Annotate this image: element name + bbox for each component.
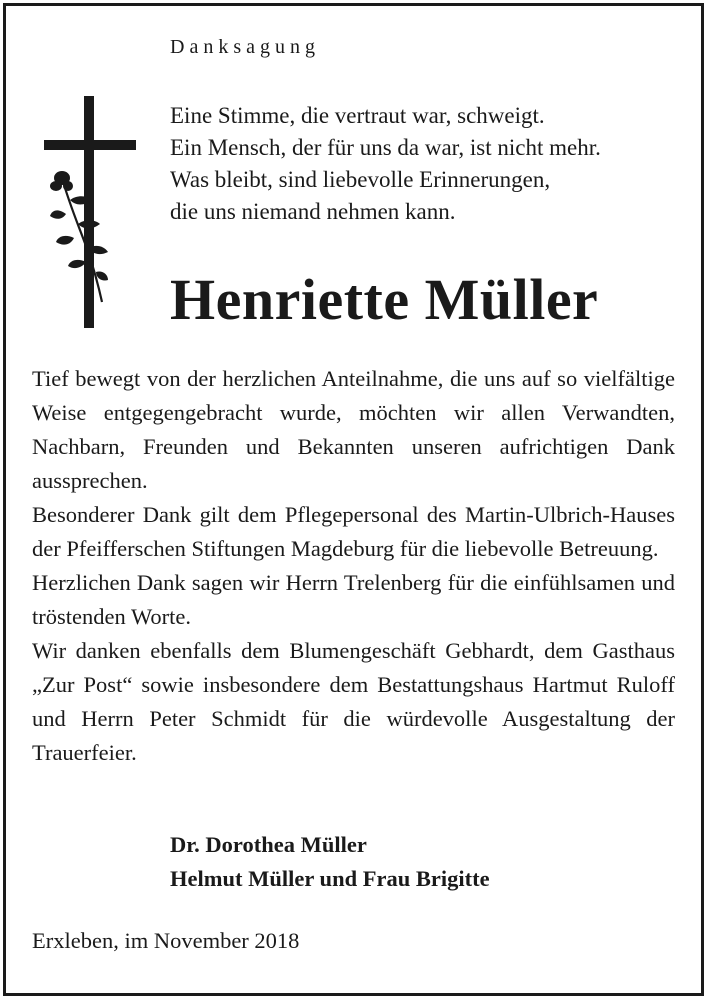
poem	[170, 100, 601, 228]
thanks-text	[32, 362, 675, 770]
place-date: Erxleben, im November 2018	[32, 928, 300, 953]
thanks-paragraph: Besonderer Dank gilt dem Pflegepersonal des Martin-Ulbrich-Hauses der Pfeifferschen Stiftungen Magdeburg für die liebevolle Betreuung.	[32, 502, 675, 561]
poem-line: Was bleibt, sind liebevolle Erinnerungen,	[170, 167, 551, 192]
cross-with-rose-icon	[44, 96, 138, 328]
signature-line: Dr. Dorothea Müller	[170, 832, 367, 857]
signature-line: Helmut Müller und Frau Brigitte	[170, 866, 490, 891]
poem-line: die uns niemand nehmen kann.	[170, 199, 456, 224]
poem-line: Eine Stimme, die vertraut war, schweigt.	[170, 103, 545, 128]
thanks-paragraph: Herzlichen Dank sagen wir Herrn Trelenberg für die einfühlsamen und tröstenden Worte.	[32, 570, 675, 629]
poem-line: Ein Mensch, der für uns da war, ist nicht mehr.	[170, 135, 601, 160]
signatures	[170, 828, 490, 896]
thanks-paragraph: Wir danken ebenfalls dem Blumengeschäft Gebhardt, dem Gasthaus „Zur Post“ sowie insbesondere dem Bestattungshaus Hartmut Ruloff und Herrn Peter Schmidt für die würdevolle Ausgestaltung der Trauerfeier.	[32, 638, 675, 765]
deceased-name: Henriette Müller	[170, 267, 599, 332]
notice-heading: Danksagung	[170, 36, 320, 58]
thanks-paragraph: Tief bewegt von der herzlichen Anteilnahme, die uns auf so vielfältige Weise entgegengebracht wurde, möchten wir allen Verwandten, Nachbarn, Freunden und Bekannten unseren aufrichtigen Dank aussprechen.	[32, 366, 675, 493]
